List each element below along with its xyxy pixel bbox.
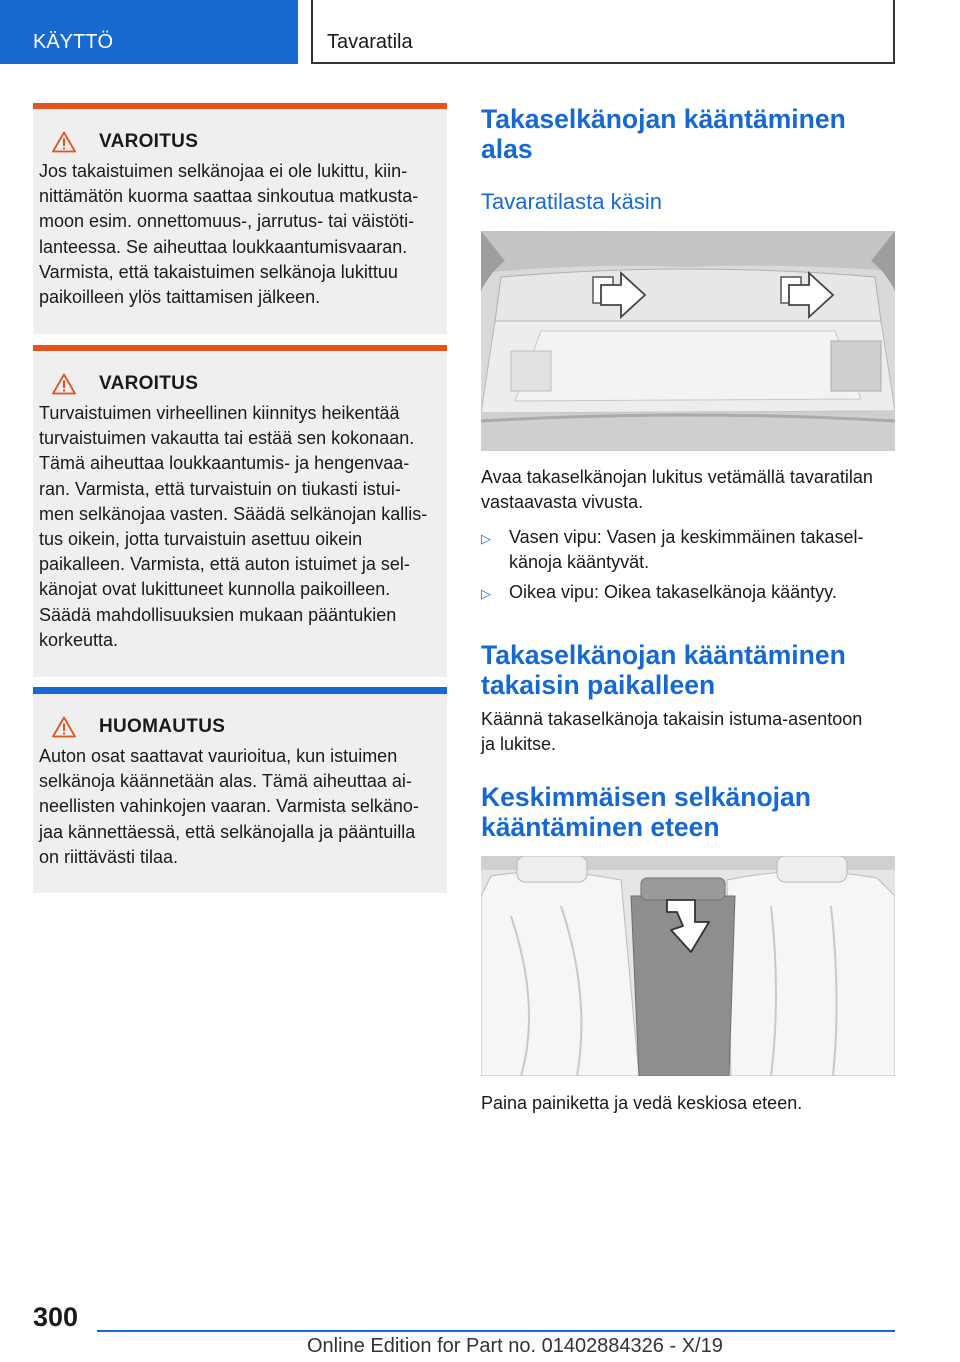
warning-notice-text <box>39 401 437 653</box>
footer-edition: Online Edition for Part no. 01402884326 - X/19 <box>307 1335 723 1357</box>
notice-line: men selkänojaa vasten. Säädä selkänojan kallis- <box>39 503 428 524</box>
warning-notice-text <box>39 159 437 310</box>
notice-line: jaa kännettäessä, että selkänojalla ja pääntuilla <box>39 821 416 842</box>
notice-line: tus oikein, jotta turvaistuin asettuu oikein <box>39 529 363 550</box>
notice-line: Jos takaistuimen selkänojaa ei ole lukittu, kiin- <box>39 161 408 181</box>
heading-center-backrest <box>481 782 901 842</box>
note-notice-header <box>39 714 437 740</box>
notice-line: paikalleen. Varmista, että auton istuimet ja sel- <box>39 554 410 575</box>
header-title: Tavaratila <box>327 31 413 53</box>
heading-line: kääntäminen eteen <box>481 812 720 842</box>
rear-seat-illustration <box>481 856 895 1076</box>
notice-line: on riittävästi tilaa. <box>39 846 179 867</box>
heading-line: Takaselkänojan kääntäminen <box>481 640 846 670</box>
warning-notice-title: VAROITUS <box>99 373 199 395</box>
notice-line: Turvaistuimen virheellinen kiinnitys heikentää <box>39 403 400 423</box>
paragraph-release-lever <box>481 465 891 515</box>
notice-line: Varmista, että takaistuimen selkänoja lukittuu <box>39 261 398 282</box>
header-title-box <box>311 0 895 64</box>
warning-triangle-icon <box>52 716 76 738</box>
trunk-illustration <box>481 231 895 451</box>
bullet-line: Oikea vipu: Oikea takaselkänoja kääntyy. <box>509 582 837 602</box>
notice-line: Auton osat saattavat vaurioitua, kun istuimen <box>39 746 398 766</box>
warning-triangle-icon <box>52 131 76 153</box>
notice-line: nittämätön kuorma saattaa sinkoutua matkusta- <box>39 186 419 207</box>
bullet-line: Vasen vipu: Vasen ja keskimmäinen takasel- <box>509 527 864 547</box>
paragraph-fold-back <box>481 707 891 757</box>
bullet-right-lever <box>481 580 891 606</box>
paragraph-line: Käännä takaselkänoja takaisin istuma-asentoon <box>481 709 863 729</box>
bullet-line: känoja kääntyvät. <box>509 552 650 572</box>
center-backrest-diagram <box>481 856 895 1076</box>
note-notice-text <box>39 744 437 870</box>
heading-line: Keskimmäisen selkänojan <box>481 782 811 812</box>
footer-divider <box>97 1330 895 1332</box>
warning-notice-2 <box>33 345 447 677</box>
note-notice <box>33 687 447 893</box>
trunk-lever-diagram <box>481 231 895 451</box>
warning-notice-1 <box>33 103 447 334</box>
bullet-triangle-icon: ▷ <box>481 586 491 601</box>
paragraph-line: Avaa takaselkänojan lukitus vetämällä tavaratilan <box>481 467 873 487</box>
heading-fold-back <box>481 640 901 700</box>
notice-line: Säädä mahdollisuuksien mukaan pääntukien <box>39 604 397 625</box>
bullet-left-lever <box>481 525 891 575</box>
warning-notice-title: VAROITUS <box>99 131 199 153</box>
notice-line: korkeutta. <box>39 629 119 650</box>
note-notice-title: HUOMAUTUS <box>99 716 226 738</box>
notice-line: selkänoja käännetään alas. Tämä aiheuttaa ai- <box>39 771 412 792</box>
paragraph-line: ja lukitse. <box>481 734 557 754</box>
header-section-tab <box>0 0 298 64</box>
header-section-label: KÄYTTÖ <box>33 31 114 53</box>
paragraph-line: vastaavasta vivusta. <box>481 492 644 512</box>
notice-line: turvaistuimen vakautta tai estää sen kokonaan. <box>39 428 415 449</box>
page-number: 300 <box>33 1302 79 1332</box>
bullet-triangle-icon: ▷ <box>481 531 491 546</box>
notice-line: känojat ovat lukittuneet kunnolla paikoilleen. <box>39 579 391 600</box>
notice-line: Tämä aiheuttaa loukkaantumis- ja hengenvaa- <box>39 453 410 474</box>
notice-line: paikoilleen ylös taittamisen jälkeen. <box>39 287 321 308</box>
notice-line: lanteessa. Se aiheuttaa loukkaantumisvaaran. <box>39 236 408 257</box>
heading-line: alas <box>481 134 533 164</box>
paragraph-center-backrest: Paina painiketta ja vedä keskiosa eteen. <box>481 1093 803 1113</box>
notice-line: ran. Varmista, että turvaistuin on tiukasti istui- <box>39 478 401 499</box>
notice-line: moon esim. onnettomuus-, jarrutus- tai väistöti- <box>39 211 415 232</box>
heading-fold-down <box>481 104 901 164</box>
notice-line: neellisten vahinkojen vaaran. Varmista selkäno- <box>39 796 419 817</box>
warning-notice-header <box>39 371 437 397</box>
heading-line: Takaselkänojan kääntäminen <box>481 104 846 134</box>
subheading-from-trunk: Tavaratilasta käsin <box>481 189 662 214</box>
heading-line: takaisin paikalleen <box>481 670 716 700</box>
warning-notice-header <box>39 129 437 155</box>
warning-triangle-icon <box>52 373 76 395</box>
